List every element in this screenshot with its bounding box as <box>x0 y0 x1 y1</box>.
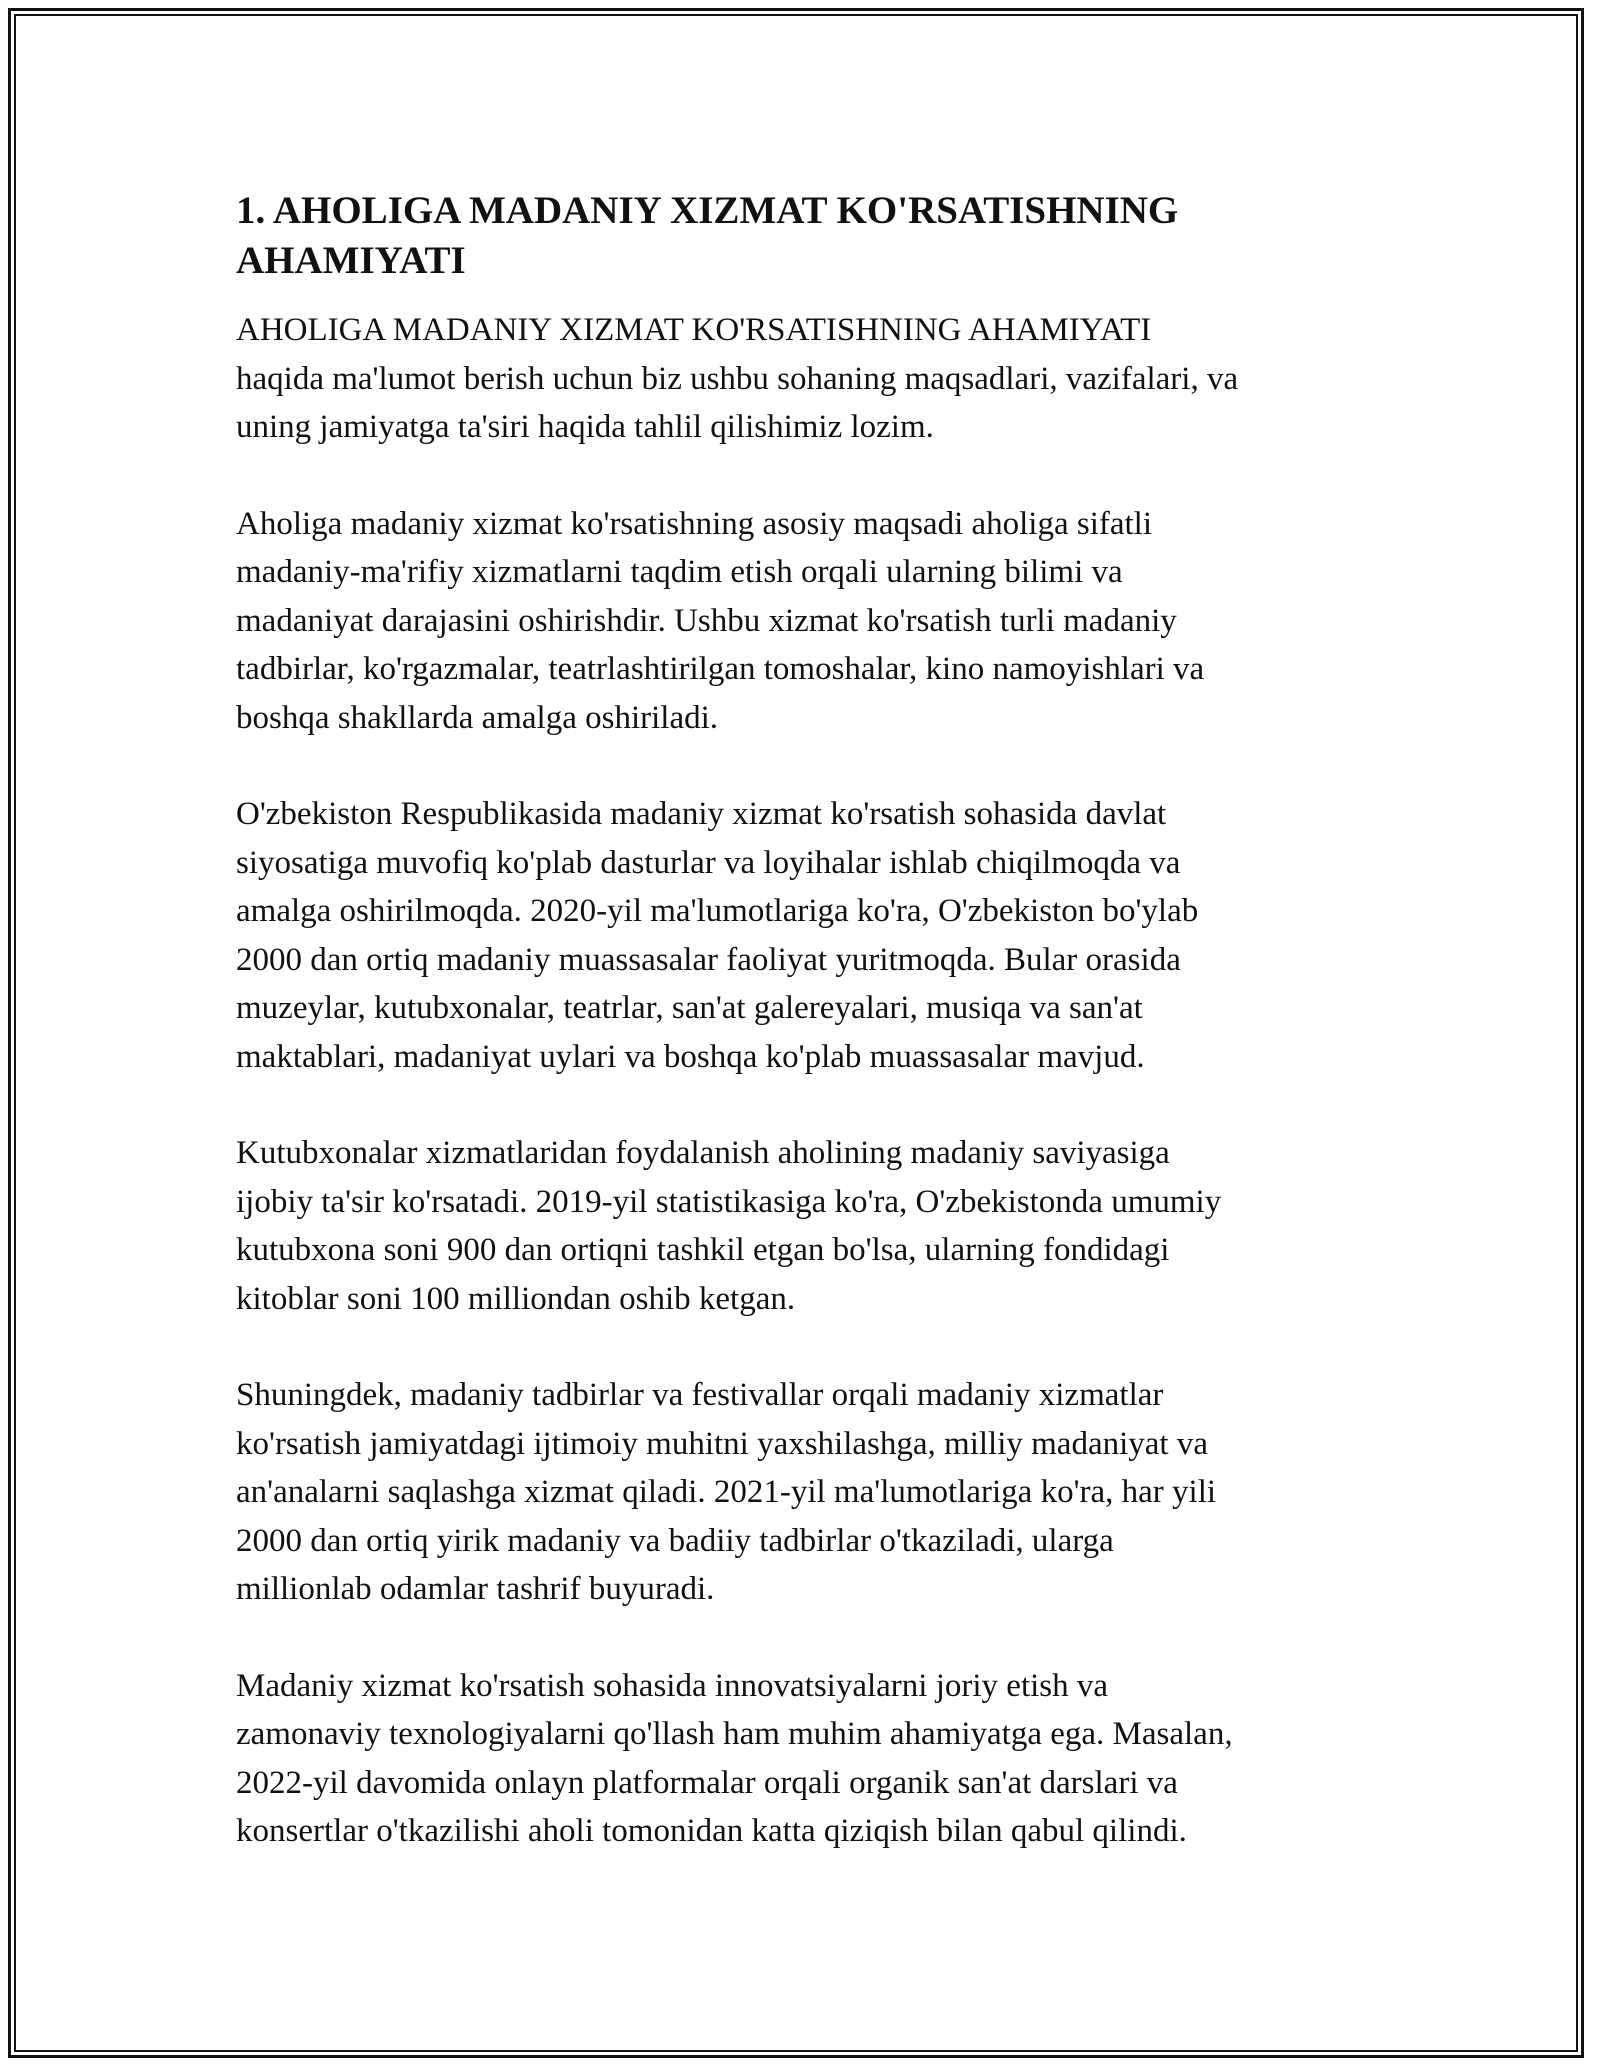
paragraph-purpose: Aholiga madaniy xizmat ko'rsatishning asosiy maqsadi aholiga sifatli madaniy-ma'rifiy xizmatlarni taqdim etish orqali ularning bilimi va madaniyat darajasini oshirishdir. Ushbu xizmat ko'rsatish turli madaniy tadbirlar, ko'rgazmalar, teatrlashtirilgan tomoshalar, kino namoyishlari va boshqa shakllarda amalga oshiriladi. <box>236 505 1205 736</box>
paragraph-innovations: Madaniy xizmat ko'rsatish sohasida innovatsiyalarni joriy etish va zamonaviy texnologiyalarni qo'llash ham muhim ahamiyatga ega. Masalan, 2022-yil davomida onlayn platformalar orqali organik san'at darslari va konsertlar o'tkazilishi aholi tomonidan katta qiziqish bilan qabul qilindi. <box>236 1667 1233 1849</box>
paragraph-state-policy: O'zbekiston Respublikasida madaniy xizmat ko'rsatish sohasida davlat siyosatiga muvofiq ko'plab dasturlar va loyihalar ishlab chiqilmoqda va amalga oshirilmoqda. 2020-yil ma'lumotlariga ko'ra, O'zbekiston bo'ylab 2000 dan ortiq madaniy muassasalar faoliyat yuritmoqda. Bular orasida muzeylar, kutubxonalar, teatrlar, san'at galereyalari, musiqa va san'at maktablari, madaniyat uylari va boshqa ko'plab muassasalar mavjud. <box>236 796 1199 1075</box>
document-title: 1. AHOLIGA MADANIY XIZMAT KO'RSATISHNING AHAMIYATI <box>236 189 1179 282</box>
document-body <box>236 186 1366 1856</box>
paragraph-intro: AHOLIGA MADANIY XIZMAT KO'RSATISHNING AHAMIYATI haqida ma'lumot berish uchun biz ushbu sohaning maqsadlari, vazifalari, va uning jamiyatga ta'siri haqida tahlil qilishimiz lozim. <box>236 312 1239 445</box>
paragraph-list <box>236 306 1366 1856</box>
paragraph-libraries: Kutubxonalar xizmatlaridan foydalanish aholining madaniy saviyasiga ijobiy ta'sir ko'rsatadi. 2019-yil statistikasiga ko'ra, O'zbekistonda umumiy kutubxona soni 900 dan ortiqni tashkil etgan bo'lsa, ularning fondidagi kitoblar soni 100 milliondan oshib ketgan. <box>236 1135 1222 1317</box>
paragraph-festivals: Shuningdek, madaniy tadbirlar va festivallar orqali madaniy xizmatlar ko'rsatish jamiyatdagi ijtimoiy muhitni yaxshilashga, milliy madaniyat va an'analarni saqlashga xizmat qiladi. 2021-yil ma'lumotlariga ko'ra, har yili 2000 dan ortiq yirik madaniy va badiiy tadbirlar o'tkaziladi, ularga millionlab odamlar tashrif buyuradi. <box>236 1377 1217 1607</box>
